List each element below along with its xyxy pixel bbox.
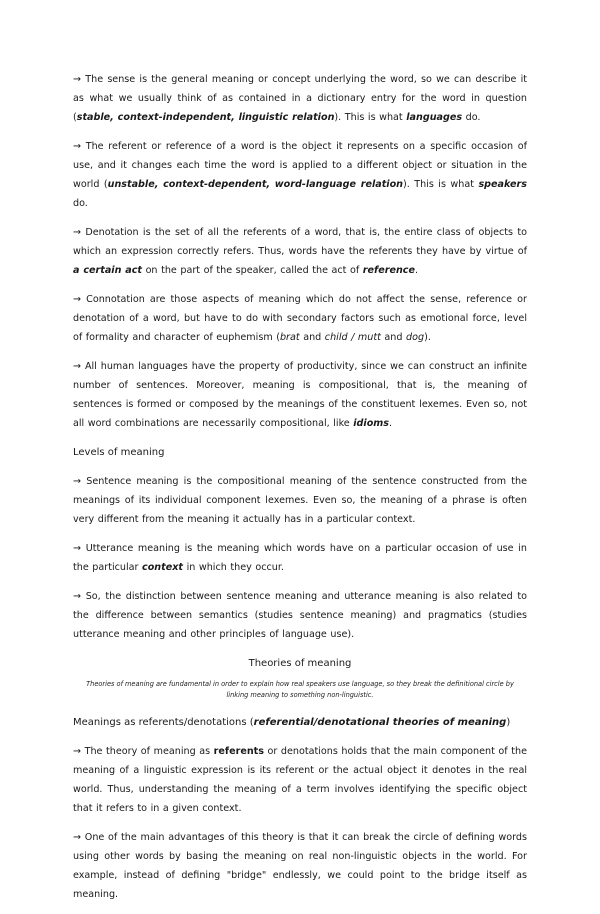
text-run: . (414, 265, 419, 276)
text-run: → One of the main advantages of this theory is that it can break the circle of defining words using other words by basing the meaning on real non-linguistic objects in the world. For example, instead of defining "bridge" endlessly, we could point to the bridge itself as meaning. (73, 832, 527, 900)
text-run: → The referent or reference of a word is the object it represents on a specific occasion of use, and it changes each time the word is applied to a different object or situation in the world ( (73, 141, 527, 190)
italic-term: brat (279, 332, 300, 343)
emphasis: speakers (478, 179, 527, 190)
emphasis: languages (406, 112, 463, 123)
paragraph (73, 137, 527, 213)
levels-paragraphs (73, 472, 527, 644)
text-run: on the part of the speaker, called the act of (142, 265, 363, 276)
bold-term: referents (213, 746, 264, 757)
text-run: ). This is what (334, 112, 407, 123)
paragraph (73, 742, 527, 818)
emphasis: reference (362, 265, 415, 276)
text-run: do. (462, 112, 481, 123)
paragraph (73, 223, 527, 280)
text-run: → All human languages have the property of productivity, since we can construct an infinite number of sentences. Moreover, meaning is compositional, that is, the meaning of sentences is formed or composed by the meanings of the constituent lexemes. Even so, not all word combinations are necessarily compositional, like (73, 361, 527, 429)
referents-paragraphs (73, 742, 527, 904)
referents-heading-bold: referential/denotational theories of meaning (253, 717, 507, 728)
text-run: and (380, 332, 407, 343)
text-run: or denotations holds that the main component of the meaning of a linguistic expression is its referent or the actual object it denotes in the real world. Thus, understanding the meaning of a term involves identifying the specific object that it refers to in a given context. (73, 746, 527, 814)
section-title: Theories of meaning (248, 658, 352, 669)
text-run: and (299, 332, 325, 343)
text-run: do. (73, 198, 88, 209)
text-run: → Sentence meaning is the compositional meaning of the sentence constructed from the meanings of its individual component lexemes. Even so, the meaning of a phrase is often very different from the meaning it actually has in a particular context. (73, 476, 527, 525)
emphasis: idioms (353, 418, 390, 429)
paragraph (73, 539, 527, 577)
text-run: in which they occur. (183, 562, 284, 573)
referents-heading (73, 713, 527, 732)
emphasis: unstable, context-dependent, word-language relation (107, 179, 404, 190)
paragraph (73, 828, 527, 904)
text-run: . (389, 418, 393, 429)
intro-paragraphs (73, 70, 527, 433)
italic-term: dog (406, 332, 425, 343)
paragraph (73, 587, 527, 644)
text-run: → Utterance meaning is the meaning which words have on a particular occasion of use in the particular (73, 543, 527, 573)
italic-term: child / mutt (324, 332, 381, 343)
emphasis: a certain act (73, 265, 143, 276)
referents-heading-end: ) (506, 717, 511, 728)
paragraph (73, 472, 527, 529)
theories-note: Theories of meaning are fundamental in order to explain how real speakers use language, so they break the definitional circle by linking meaning to something non-linguistic. (86, 680, 514, 699)
emphasis: context (142, 562, 184, 573)
document-page (73, 70, 527, 914)
text-run: ). This is what (403, 179, 479, 190)
levels-heading: Levels of meaning (73, 447, 165, 458)
text-run: → The sense is the general meaning or concept underlying the word, so we can describe it as what we usually think of as contained in a dictionary entry for the word in question ( (73, 74, 527, 123)
text-run: → The theory of meaning as (73, 746, 214, 757)
paragraph (73, 290, 527, 347)
text-run: → Denotation is the set of all the referents of a word, that is, the entire class of objects to which an expression correctly refers. Thus, words have the referents they have by virtue of (73, 227, 527, 257)
text-run: ). (424, 332, 431, 343)
referents-heading-text: Meanings as referents/denotations ( (73, 717, 254, 728)
emphasis: stable, context-independent, linguistic relation (76, 112, 335, 123)
paragraph (73, 70, 527, 127)
text-run: → Connotation are those aspects of meaning which do not affect the sense, reference or denotation of a word, but have to do with secondary factors such as emotional force, level of formality and character of euphemism ( (73, 294, 527, 343)
text-run: → So, the distinction between sentence meaning and utterance meaning is also related to the difference between semantics (studies sentence meaning) and pragmatics (studies utterance meaning and other principles of language use). (73, 591, 527, 640)
paragraph (73, 357, 527, 433)
